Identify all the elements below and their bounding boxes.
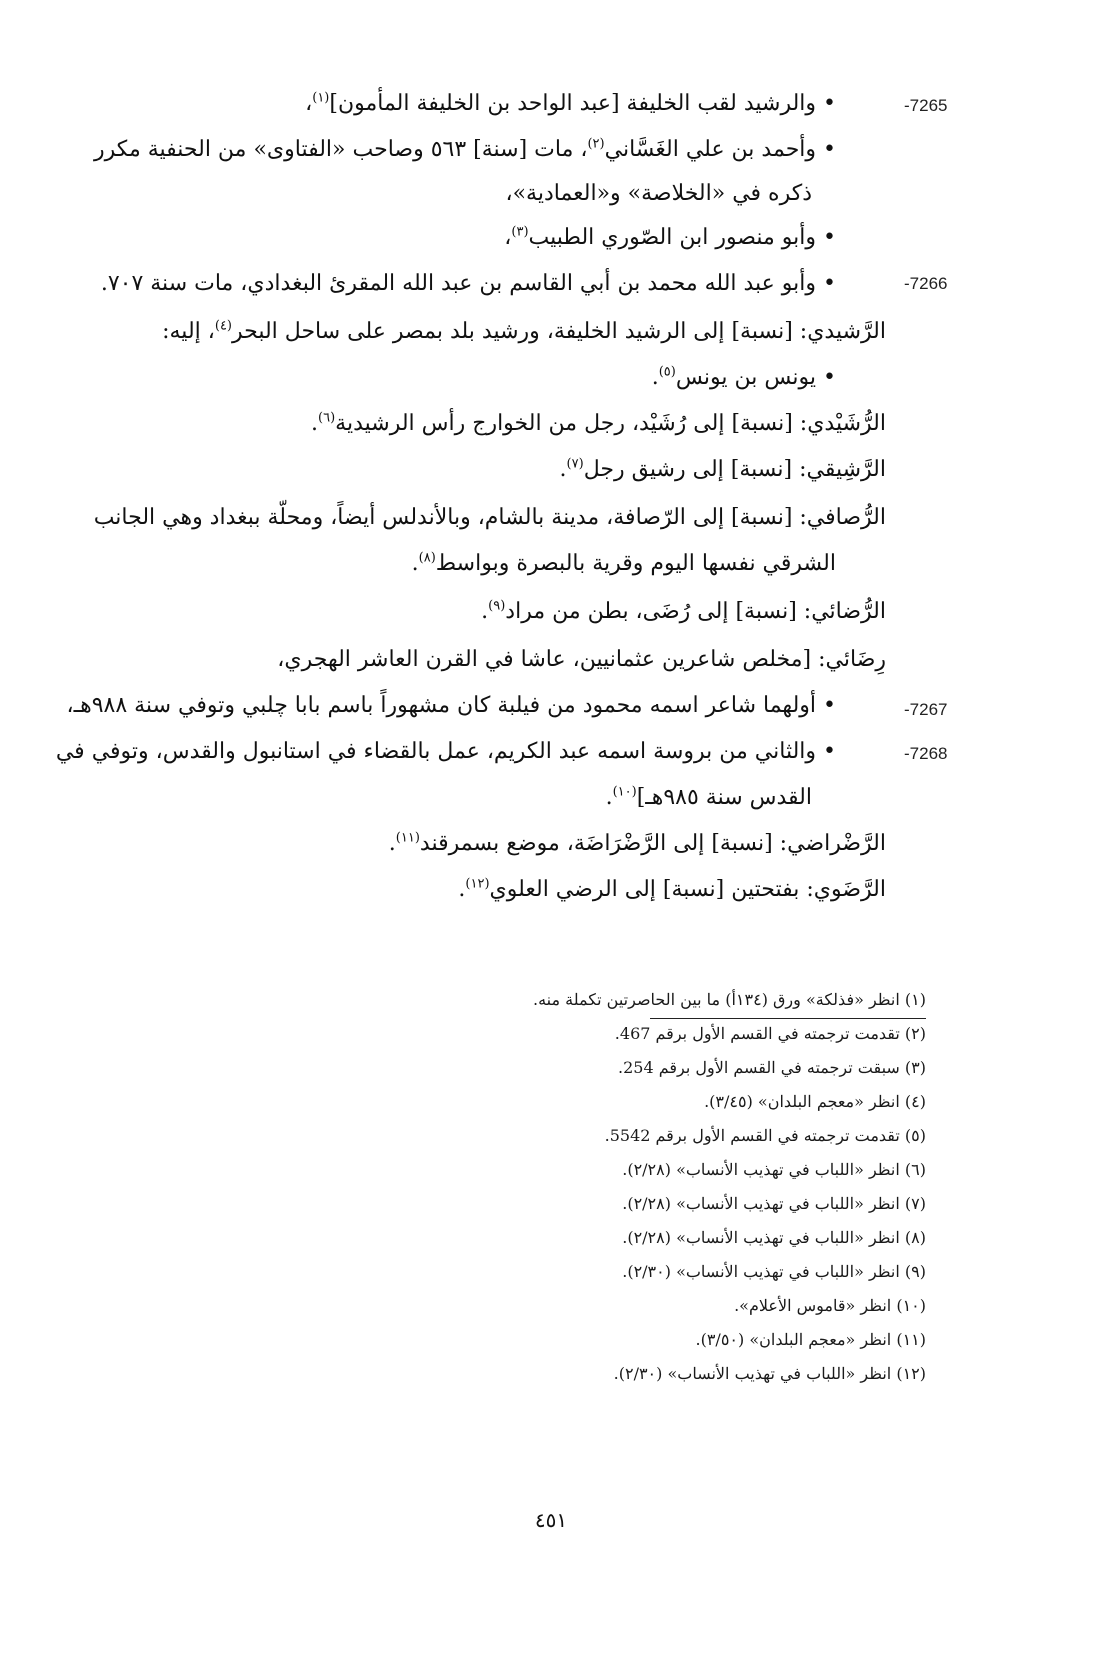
body-line-4 xyxy=(504,222,836,254)
body-line-17 xyxy=(389,828,886,860)
footnote-11: (١١) انظر «معجم البلدان» (٣/٥٠). xyxy=(695,1330,926,1349)
line-text: ، مات [سنة] ٥٦٣ وصاحب «الفتاوى» من الحنفية مكرر xyxy=(94,137,588,162)
line-text: . xyxy=(411,551,419,576)
footnote-ref: (٣) xyxy=(511,224,529,240)
footnote-ref: (١) xyxy=(312,90,330,106)
line-text: . xyxy=(311,411,319,436)
body-line-11 xyxy=(412,548,836,580)
footnote-1: (١) انظر «فذلكة» ورق (١٣٤أ) ما بين الحاصرتين تكملة منه. xyxy=(533,990,926,1009)
line-text: الرُّضائي: [نسبة] إلى رُضَى، بطن من مراد xyxy=(505,599,886,624)
footnote-7: (٧) انظر «اللباب في تهذيب الأنساب» (٢/٢٨). xyxy=(622,1194,926,1213)
line-text: ، إليه: xyxy=(162,319,215,344)
body-line-15 xyxy=(56,736,836,768)
line-text: • والرشيد لقب الخليفة [عبد الواحد بن الخليفة المأمون] xyxy=(329,91,836,116)
body-line-16 xyxy=(606,782,812,814)
footnote-9: (٩) انظر «اللباب في تهذيب الأنساب» (٢/٣٠). xyxy=(622,1262,926,1281)
footnote-ref: (٦) xyxy=(318,410,336,426)
line-text: الرَّضَوي: بفتحتين [نسبة] إلى الرضي العلوي xyxy=(489,877,886,902)
line-text: . xyxy=(559,457,567,482)
footnote-4: (٤) انظر «معجم البلدان» (٣/٤٥). xyxy=(704,1092,926,1111)
body-line-12 xyxy=(481,596,886,628)
body-line-14 xyxy=(67,690,836,722)
footnote-12: (١٢) انظر «اللباب في تهذيب الأنساب» (٢/٣٠). xyxy=(613,1364,926,1383)
footnote-ref: (٧) xyxy=(566,456,584,472)
line-text: الرُّشَيْدي: [نسبة] إلى رُشَيْد، رجل من الخوارج رأس الرشيدية xyxy=(335,411,886,436)
footnote-3: (٣) سبقت ترجمته في القسم الأول برقم 254. xyxy=(617,1058,926,1077)
line-text: • أولهما شاعر اسمه محمود من فيلبة كان مشهوراً باسم بابا چلبي وتوفي سنة ٩٨٨هـ، xyxy=(66,693,836,718)
line-text: • وأبو منصور ابن الصّوري الطبيب xyxy=(528,225,836,250)
body-line-13 xyxy=(277,644,886,676)
footnote-ref: (١٠) xyxy=(612,784,637,800)
body-line-6 xyxy=(162,316,886,348)
body-line-8 xyxy=(311,408,886,440)
line-text: • وأحمد بن علي الغَسَّاني xyxy=(604,137,836,162)
line-text: الرَّشِيقي: [نسبة] إلى رشيق رجل xyxy=(583,457,886,482)
footnote-ref: (١٢) xyxy=(465,876,490,892)
line-text: الرَّضْراضي: [نسبة] إلى الرَّضْرَاضَة، موضع بسمرقند xyxy=(419,831,886,856)
footnote-separator xyxy=(650,1018,926,1019)
line-text: • وأبو عبد الله محمد بن أبي القاسم بن عبد الله المقرئ البغدادي، مات سنة ٧٠٧. xyxy=(100,271,836,296)
entry-number-7267: -7267 xyxy=(904,700,948,719)
body-line-7 xyxy=(652,362,836,394)
footnote-5: (٥) تقدمت ترجمته في القسم الأول برقم 5542. xyxy=(604,1126,926,1145)
body-line-3 xyxy=(505,178,812,210)
body-line-5 xyxy=(101,268,836,300)
line-text: ذكره في «الخلاصة» و«العمادية»، xyxy=(505,181,812,206)
page-number: ٤٥١ xyxy=(534,1508,568,1532)
line-text: . xyxy=(388,831,396,856)
body-line-10 xyxy=(94,502,886,534)
line-text: • والثاني من بروسة اسمه عبد الكريم، عمل بالقضاء في استانبول والقدس، وتوفي في xyxy=(55,739,836,764)
line-text: ، xyxy=(504,225,512,250)
line-text: • يونس بن يونس xyxy=(675,365,836,390)
entry-number-7268: -7268 xyxy=(904,744,948,763)
line-text: الرَّشيدي: [نسبة] إلى الرشيد الخليفة، ورشيد بلد بمصر على ساحل البحر xyxy=(232,319,886,344)
line-text: ، xyxy=(305,91,313,116)
line-text: . xyxy=(458,877,466,902)
footnote-ref: (٩) xyxy=(488,598,506,614)
line-text: . xyxy=(651,365,659,390)
footnote-ref: (٨) xyxy=(418,550,436,566)
body-line-2 xyxy=(94,134,836,166)
line-text: رِضَائي: [مخلص شاعرين عثمانيين، عاشا في القرن العاشر الهجري، xyxy=(277,647,886,672)
footnote-ref: (٤) xyxy=(214,318,232,334)
line-text: القدس سنة ٩٨٥هـ] xyxy=(636,785,812,810)
footnote-ref: (٢) xyxy=(587,136,605,152)
body-line-18 xyxy=(458,874,886,906)
body-line-9 xyxy=(560,454,886,486)
footnote-10: (١٠) انظر «قاموس الأعلام». xyxy=(734,1296,926,1315)
footnote-ref: (٥) xyxy=(658,364,676,380)
footnote-2: (٢) تقدمت ترجمته في القسم الأول برقم 467. xyxy=(614,1024,926,1043)
body-line-1 xyxy=(305,88,836,120)
footnote-8: (٨) انظر «اللباب في تهذيب الأنساب» (٢/٢٨). xyxy=(622,1228,926,1247)
line-text: الشرقي نفسها اليوم وقرية بالبصرة وبواسط xyxy=(435,551,836,576)
line-text: . xyxy=(605,785,613,810)
footnote-6: (٦) انظر «اللباب في تهذيب الأنساب» (٢/٢٨). xyxy=(622,1160,926,1179)
footnote-ref: (١١) xyxy=(395,830,420,846)
line-text: الرُّصافي: [نسبة] إلى الرّصافة، مدينة بالشام، وبالأندلس أيضاً، ومحلّة ببغداد وهي الجانب xyxy=(93,505,886,530)
entry-number-7265: -7265 xyxy=(904,96,948,115)
line-text: . xyxy=(481,599,489,624)
entry-number-7266: -7266 xyxy=(904,274,948,293)
